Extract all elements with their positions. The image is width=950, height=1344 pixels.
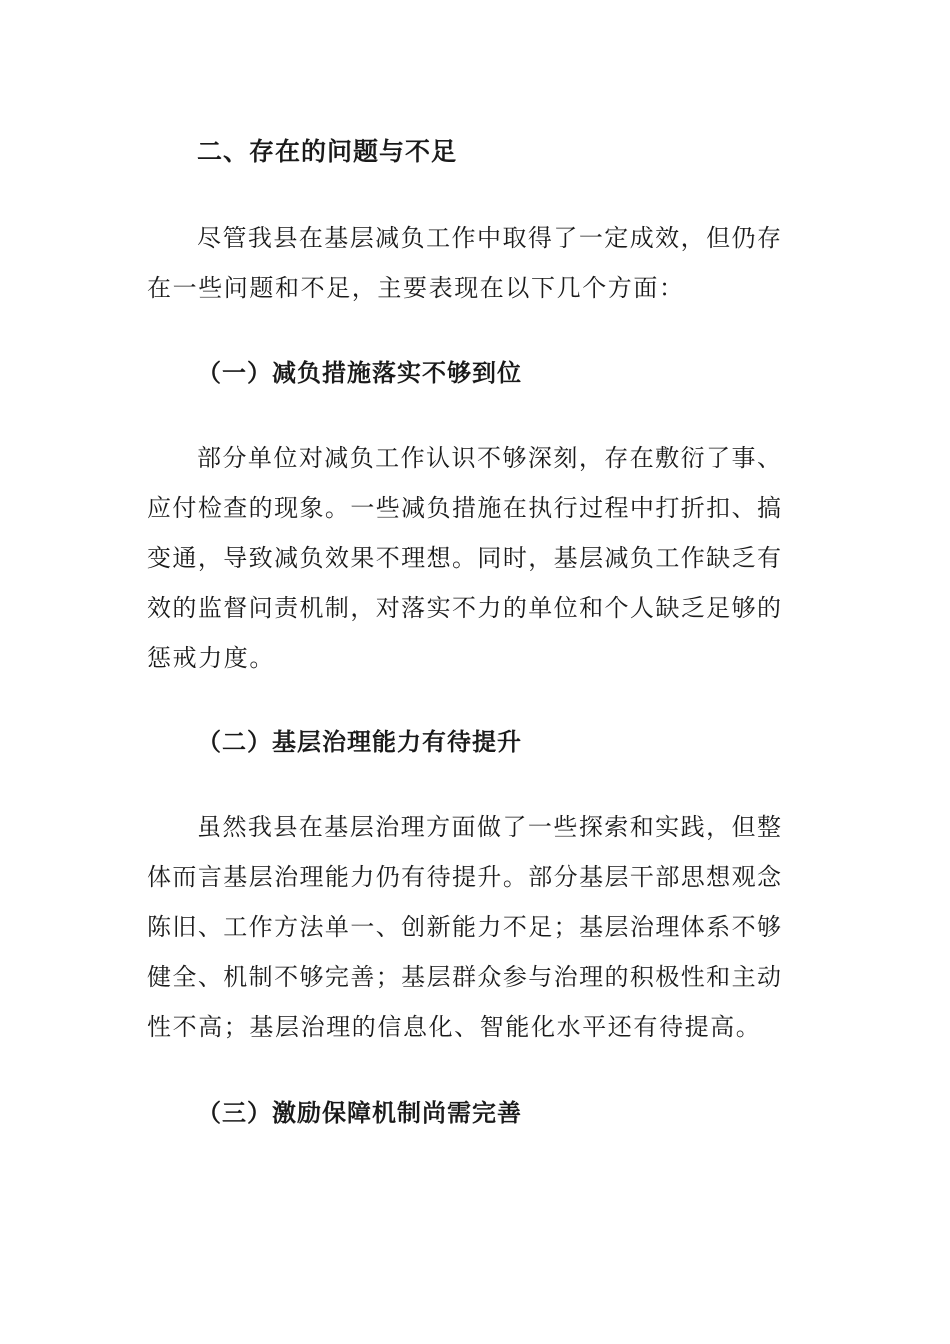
paragraph-line: 尽管我县在基层减负工作中取得了一定成效，但仍存 xyxy=(197,224,781,252)
paragraph-line: 在一些问题和不足，主要表现在以下几个方面： xyxy=(147,274,685,302)
subsection-title-2: （二）基层治理能力有待提升 xyxy=(197,728,522,756)
paragraph-line: 性不高；基层治理的信息化、智能化水平还有待提高。 xyxy=(147,1013,762,1041)
paragraph-line: 陈旧、工作方法单一、创新能力不足；基层治理体系不够 xyxy=(147,913,781,941)
paragraph-line: 惩戒力度。 xyxy=(147,644,275,672)
subsection-1-paragraph xyxy=(147,433,781,683)
subsection-2-paragraph xyxy=(147,802,781,1052)
intro-paragraph xyxy=(147,213,781,313)
paragraph-line: 虽然我县在基层治理方面做了一些探索和实践，但整 xyxy=(197,813,781,841)
section-title: 二、存在的问题与不足 xyxy=(197,137,458,166)
paragraph-line: 体而言基层治理能力仍有待提升。部分基层干部思想观念 xyxy=(147,863,781,891)
paragraph-line: 应付检查的现象。一些减负措施在执行过程中打折扣、搞 xyxy=(147,494,781,522)
paragraph-line: 健全、机制不够完善；基层群众参与治理的积极性和主动 xyxy=(147,963,781,991)
subsection-title-1: （一）减负措施落实不够到位 xyxy=(197,359,522,387)
paragraph-line: 变通，导致减负效果不理想。同时，基层减负工作缺乏有 xyxy=(147,544,781,572)
paragraph-line: 部分单位对减负工作认识不够深刻，存在敷衍了事、 xyxy=(197,444,781,472)
subsection-title-3: （三）激励保障机制尚需完善 xyxy=(197,1099,522,1127)
paragraph-line: 效的监督问责机制，对落实不力的单位和个人缺乏足够的 xyxy=(147,594,781,622)
